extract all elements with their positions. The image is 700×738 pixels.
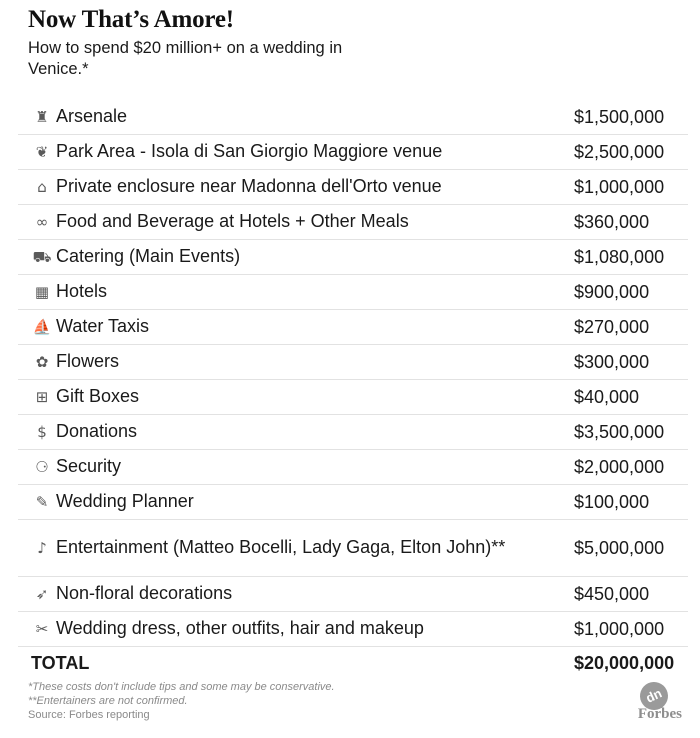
item-label: Catering (Main Events) bbox=[56, 246, 241, 266]
table-row bbox=[18, 100, 688, 135]
item-label: Water Taxis bbox=[56, 316, 150, 336]
table-row bbox=[18, 345, 688, 380]
microphone-icon: ♪ bbox=[37, 539, 47, 557]
amount-cell: $100,000 bbox=[548, 485, 688, 520]
amount-cell: $450,000 bbox=[548, 577, 688, 612]
item-cell bbox=[18, 135, 548, 170]
item-cell bbox=[18, 520, 548, 577]
table-row bbox=[18, 275, 688, 310]
item-label: Private enclosure near Madonna dell'Orto venue bbox=[56, 176, 442, 196]
bow-and-arrow-icon: ➶ bbox=[35, 585, 49, 603]
amount-cell: $270,000 bbox=[548, 310, 688, 345]
item-cell bbox=[18, 380, 548, 415]
item-label: Park Area - Isola di San Giorgio Maggiore venue bbox=[56, 141, 443, 161]
truck-icon: ⛟ bbox=[32, 248, 52, 266]
item-label: Food and Beverage at Hotels + Other Meals bbox=[56, 211, 409, 231]
boat-icon: ⛵ bbox=[32, 318, 52, 336]
money-icon: $ bbox=[37, 423, 47, 441]
sunglasses-icon: ⚆ bbox=[35, 458, 49, 476]
amount-cell: $5,000,000 bbox=[548, 520, 688, 577]
amount-cell: $1,000,000 bbox=[548, 170, 688, 205]
item-cell bbox=[18, 577, 548, 612]
footnote-entertainers: **Entertainers are not confirmed. bbox=[28, 695, 188, 707]
item-cell bbox=[18, 310, 548, 345]
total-label: TOTAL bbox=[31, 653, 90, 674]
item-label: Wedding Planner bbox=[56, 491, 194, 511]
table-row bbox=[18, 577, 688, 612]
item-cell bbox=[18, 612, 548, 647]
amount-cell: $2,500,000 bbox=[548, 135, 688, 170]
cost-table bbox=[18, 100, 688, 681]
table-row bbox=[18, 380, 688, 415]
notepad-icon: ✎ bbox=[35, 493, 49, 511]
item-label: Flowers bbox=[56, 351, 120, 371]
amount-cell: $3,500,000 bbox=[548, 415, 688, 450]
amount-cell: $1,500,000 bbox=[548, 100, 688, 135]
item-cell bbox=[18, 415, 548, 450]
forbes-wordmark: Forbes bbox=[637, 706, 682, 722]
amount-cell: $1,000,000 bbox=[548, 612, 688, 647]
item-cell bbox=[18, 485, 548, 520]
table-row bbox=[18, 450, 688, 485]
dn-badge-logo: dn bbox=[635, 677, 672, 714]
hotel-icon: ▦ bbox=[34, 283, 50, 301]
amount-cell: $300,000 bbox=[548, 345, 688, 380]
chart-title: Now That’s Amore! bbox=[28, 6, 234, 33]
item-cell bbox=[18, 345, 548, 380]
gift-icon: ⊞ bbox=[35, 388, 49, 406]
item-label: Gift Boxes bbox=[56, 386, 140, 406]
source-note: Source: Forbes reporting bbox=[28, 709, 150, 721]
amount-cell: $40,000 bbox=[548, 380, 688, 415]
item-label: Donations bbox=[56, 421, 138, 441]
table-row bbox=[18, 415, 688, 450]
item-cell bbox=[18, 205, 548, 240]
amount-cell: $900,000 bbox=[548, 275, 688, 310]
table-row bbox=[18, 520, 688, 577]
table-row bbox=[18, 240, 688, 275]
item-cell bbox=[18, 170, 548, 205]
total-row bbox=[18, 647, 688, 681]
item-cell bbox=[18, 240, 548, 275]
footnote-costs: *These costs don't include tips and some may be conservative. bbox=[28, 681, 335, 693]
item-label: Entertainment (Matteo Bocelli, Lady Gaga, Elton John)** bbox=[56, 537, 506, 557]
tulip-icon: ✿ bbox=[35, 353, 49, 371]
table-row bbox=[18, 485, 688, 520]
table-row bbox=[18, 612, 688, 647]
classical-building-icon: ⌂ bbox=[37, 178, 47, 196]
scissors-icon: ✂ bbox=[35, 620, 49, 638]
item-cell bbox=[18, 275, 548, 310]
castle-icon: ♜ bbox=[35, 108, 49, 126]
footnotes bbox=[28, 680, 335, 722]
amount-cell: $360,000 bbox=[548, 205, 688, 240]
item-cell bbox=[18, 450, 548, 485]
table-row bbox=[18, 310, 688, 345]
amount-cell: $2,000,000 bbox=[548, 450, 688, 485]
item-label: Hotels bbox=[56, 281, 108, 301]
chart-subtitle: How to spend $20 million+ on a wedding in Venice.* bbox=[28, 39, 343, 78]
item-label: Arsenale bbox=[56, 106, 128, 126]
table-row bbox=[18, 170, 688, 205]
item-label: Wedding dress, other outfits, hair and makeup bbox=[56, 618, 424, 638]
total-amount: $20,000,000 bbox=[574, 653, 675, 674]
cost-table-body bbox=[18, 100, 688, 647]
item-label: Non-floral decorations bbox=[56, 583, 233, 603]
table-row bbox=[18, 135, 688, 170]
table-row bbox=[18, 205, 688, 240]
item-label: Security bbox=[56, 456, 122, 476]
leaf-icon: ❦ bbox=[35, 143, 49, 161]
brand-logo bbox=[622, 682, 682, 726]
amount-cell: $1,080,000 bbox=[548, 240, 688, 275]
item-cell bbox=[18, 100, 548, 135]
pretzel-icon: ∞ bbox=[35, 213, 49, 231]
